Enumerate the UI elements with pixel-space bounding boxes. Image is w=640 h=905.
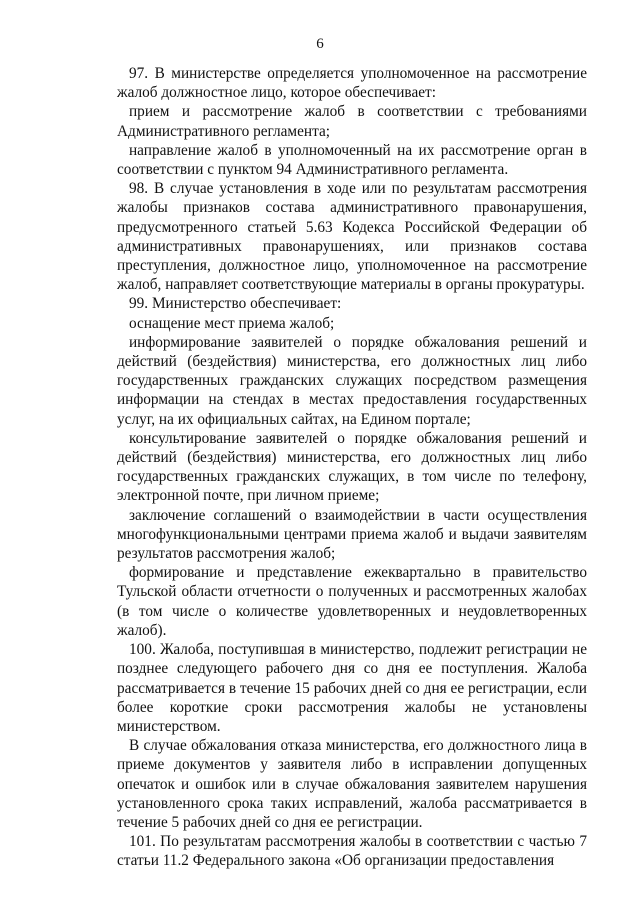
paragraph-97-item-2: направление жалоб в уполномоченный на их рассмотрение орган в соответствии с пунктом 94 Административного регламента. (117, 141, 587, 179)
paragraph-100-continued: В случае обжалования отказа министерства, его должностного лица в приеме документов у заявителя либо в исправлении допущенных опечаток и ошибок или в случае обжалования заявителем нарушения установленного срока таких исправлений, жалоба рассматривается в течение 5 рабочих дней со дня ее регистрации. (117, 737, 587, 831)
paragraph-99-item-2: информирование заявителей о порядке обжалования решений и действий (бездействия) министерства, его должностных лиц либо государственных гражданских служащих посредством размещения информации на стендах в местах предоставления государственных услуг, на их официальных сайтах, на Едином портале; (117, 333, 587, 428)
paragraph-101: 101. По результатам рассмотрения жалобы в соответствии с частью 7 статьи 11.2 Федерального закона «Об организации предоставления (117, 833, 587, 870)
paragraph-99-item-5: формирование и представление ежеквартально в правительство Тульской области отчетности о полученных и рассмотренных жалобах (в том числе о количестве удовлетворенных и неудовлетворенных жалоб). (117, 564, 587, 639)
paragraph-100: 100. Жалоба, поступившая в министерство, подлежит регистрации не позднее следующего рабочего дня со дня ее поступления. Жалоба рассматривается в течение 15 рабочих дней со дня ее регистрации, если более короткие сроки рассмотрения жалобы не установлены министерством. (117, 641, 587, 735)
paragraph-97: 97. В министерстве определяется уполномоченное на рассмотрение жалоб должностное лицо, которое обеспечивает: (117, 65, 587, 102)
page-number: 6 (316, 36, 324, 52)
paragraph-99: 99. Министерство обеспечивает: (129, 295, 342, 313)
paragraph-98: 98. В случае установления в ходе или по результатам рассмотрения жалобы признаков состава административного правонарушения, предусмотренного статьей 5.63 Кодекса Российской Федерации об административных правонарушениях, или признаков состава преступления, должностное лицо, уполномоченное на рассмотрение жалоб, направляет соответствующие материалы в органы прокуратуры. (117, 180, 587, 294)
document-body (117, 64, 587, 871)
paragraph-99-item-4: заключение соглашений о взаимодействии в части осуществления многофункциональными центрами приема жалоб и выдачи заявителям результатов рассмотрения жалоб; (117, 506, 587, 563)
paragraph-97-item-1: прием и рассмотрение жалоб в соответствии с требованиями Административного регламента; (117, 103, 587, 140)
paragraph-99-item-1: оснащение мест приема жалоб; (129, 314, 335, 332)
paragraph-99-item-3: консультирование заявителей о порядке обжалования решений и действий (бездействия) министерства, его должностных лиц либо государственных гражданских служащих, в том числе по телефону, электронной почте, при личном приеме; (117, 429, 587, 505)
